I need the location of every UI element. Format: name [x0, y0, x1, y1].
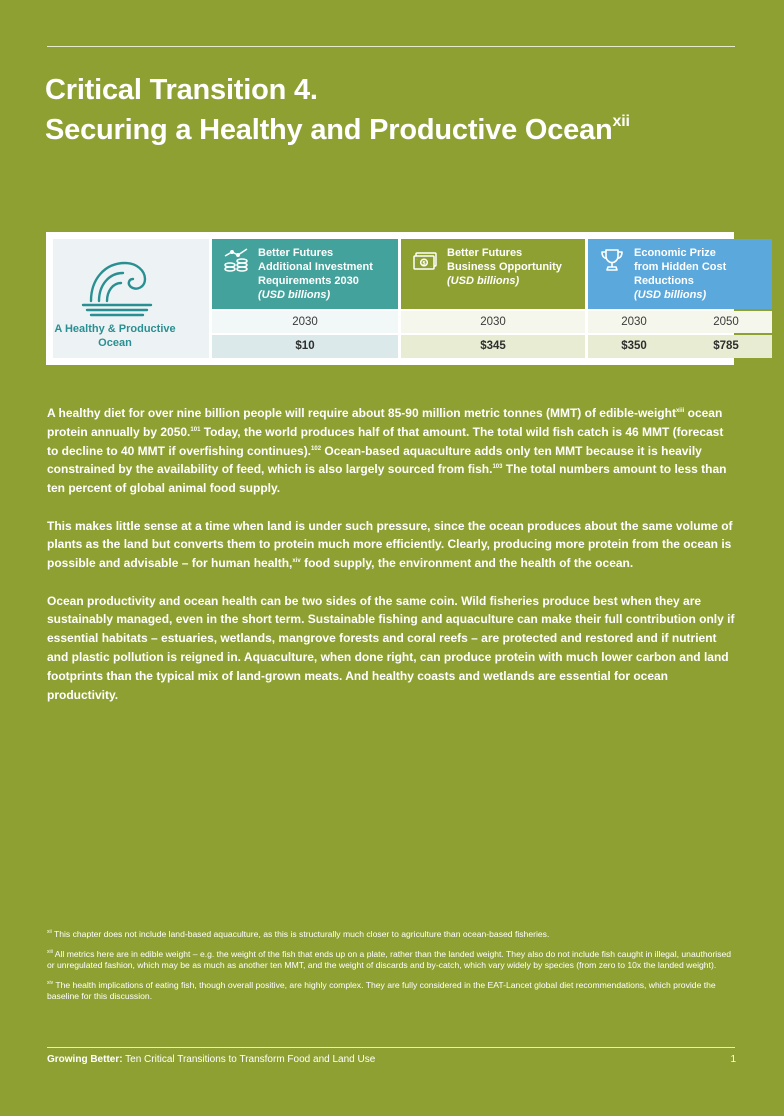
text-run: The total numbers amount to less than ten percent of global animal food supply. — [47, 462, 727, 496]
investment-table — [46, 232, 739, 365]
header-line: Additional Investment — [258, 261, 373, 273]
header-unit: (USD billions) — [447, 275, 520, 287]
footnote-mark: xiv — [47, 980, 54, 986]
header-line: from Hidden Cost — [634, 261, 727, 273]
title-footnote-mark: xii — [612, 113, 630, 130]
column-investment — [212, 239, 398, 358]
paragraph: Ocean productivity and ocean health can be two sides of the same coin. Wild fisheries produce best when they are sustainably managed, even in the short term. Sustainable fishing and aquaculture can make their full contribution only if essential habitats – estuaries, wetlands, mangrove forests and coral reefs – are protected and restored and if nutrient and plastic pollution is reigned in. Aquaculture, when done right, can produce protein with much lower carbon and land footprints than the typical mix of land-grown meats. And healthy coasts and wetlands are essential for ocean productivity. — [47, 593, 735, 702]
top-rule — [47, 46, 735, 47]
text-run: Today, the world produces half of that amount. The total wild fish catch is 46 MMT (forecast to decline to 40 MMT if overfishing continues). — [47, 424, 724, 458]
paragraph — [47, 404, 737, 498]
footnote-mark: xiv — [292, 558, 301, 565]
year-cell: 2050 — [713, 316, 739, 328]
footer-title: Ten Critical Transitions to Transform Food and Land Use — [122, 1054, 376, 1065]
reference-mark: 102 — [311, 445, 322, 452]
year-cell: 2030 — [401, 311, 585, 333]
column-business-opportunity — [401, 239, 585, 358]
footnote-text: This chapter does not include land-based aquaculture, as this is structurally much closer to agriculture than ocean-based fisheries. — [51, 929, 550, 939]
column-header — [588, 239, 772, 309]
footnote-text: All metrics here are in edible weight – e.g. the weight of the fish that ends up on a plate, rather than the landed weight. They also do not include fish caught in illegal, unauthorised or unregulated fashion, which may be as much as another ten MMT, and the weight of discards and by-catch, which vary widely by species (from zero to 10x the landed weight). — [47, 949, 732, 970]
header-line: Reductions — [634, 275, 694, 287]
value-cell: $350 — [621, 340, 647, 352]
column-header — [212, 239, 398, 309]
footnote-mark: xiii — [675, 408, 685, 414]
text-run: food supply, the environment and the health of the ocean. — [300, 556, 634, 571]
ocean-wave-icon — [77, 249, 155, 321]
header-unit: (USD billions) — [258, 289, 331, 301]
footer — [47, 1054, 375, 1066]
trophy-icon — [598, 247, 626, 275]
column-economic-prize — [588, 239, 772, 358]
reference-mark: 101 — [190, 426, 201, 433]
footnotes — [47, 929, 735, 1011]
header-line: Business Opportunity — [447, 261, 562, 273]
year-cell: 2030 — [212, 311, 398, 333]
row-label-cell — [53, 239, 209, 358]
text-run: ocean protein annually by 2050. — [47, 406, 723, 439]
text-run: Ocean-based aquaculture adds only ten MMT because it is heavily constrained by the availability of feed, which is also largely sourced from fish. — [47, 443, 702, 477]
value-cell: $785 — [713, 340, 739, 352]
year-cell: 2030 — [621, 316, 647, 328]
page-number: 1 — [730, 1054, 736, 1065]
header-line: Better Futures — [258, 247, 334, 259]
row-label: A Healthy & Productive Ocean — [54, 323, 176, 349]
header-line: Requirements 2030 — [258, 275, 359, 287]
title-line-2: Securing a Healthy and Productive Ocean — [45, 114, 613, 146]
footnote-mark: xii — [47, 929, 52, 935]
svg-text:$: $ — [422, 260, 426, 267]
column-header — [401, 239, 585, 309]
reference-mark: 103 — [492, 464, 503, 471]
header-line: Better Futures — [447, 247, 523, 259]
title-line-1: Critical Transition 4. — [45, 74, 318, 106]
banknote-icon — [411, 247, 439, 275]
footnote-mark: xiii — [47, 949, 53, 955]
page-title — [45, 70, 630, 150]
text-run: This makes little sense at a time when land is under such pressure, since the ocean produces about the same volume of plants as the land but converts them to protein much more efficiently. Clearly, producing more protein from the ocean is possible and advisable – for human health, — [47, 518, 733, 571]
footnote — [47, 949, 735, 971]
header-unit: (USD billions) — [634, 289, 707, 301]
footnote-text: The health implications of eating fish, though overall positive, are highly complex. They are fully considered in the EAT-Lancet global diet recommendations, which provide the baseline for this discussion. — [47, 980, 716, 1001]
footnote — [47, 929, 735, 940]
paragraph — [47, 517, 737, 573]
coins-growth-icon — [222, 247, 250, 275]
text-run: A healthy diet for over nine billion people will require about 85-90 million metric tonnes (MMT) of edible-weight — [47, 406, 676, 420]
value-cell: $10 — [212, 335, 398, 358]
body-text — [47, 404, 737, 723]
bottom-rule — [47, 1047, 735, 1048]
footnote — [47, 980, 735, 1002]
header-line: Economic Prize — [634, 247, 716, 259]
footer-bold: Growing Better: — [47, 1054, 123, 1065]
value-cell: $345 — [401, 335, 585, 358]
